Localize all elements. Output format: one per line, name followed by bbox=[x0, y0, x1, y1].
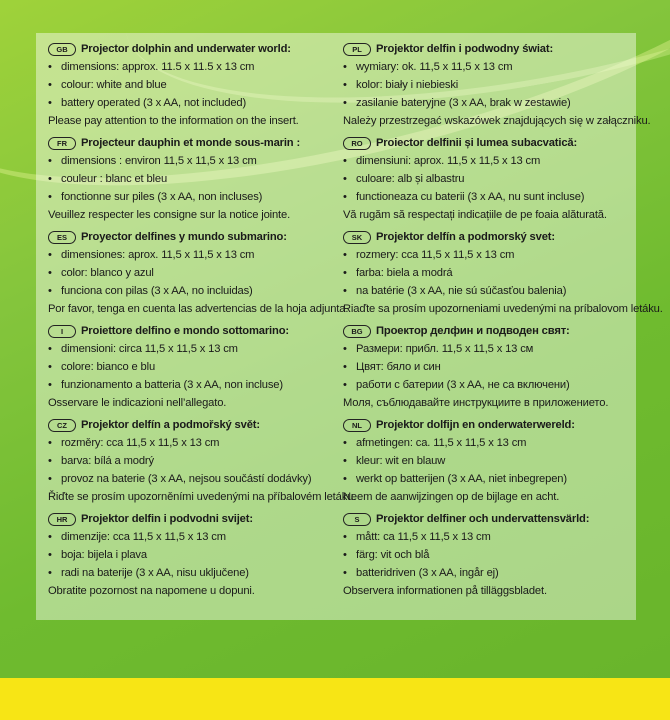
bullet-icon: • bbox=[343, 343, 347, 355]
bullet-text: na batérie (3 x AA, nie sú súčasťou balenia) bbox=[356, 285, 567, 297]
bullet-item bbox=[48, 76, 338, 94]
country-code-badge: PL bbox=[343, 43, 371, 56]
language-section-gb bbox=[48, 40, 338, 130]
section-title: Projektor delfín a podmorský svet: bbox=[376, 231, 555, 243]
language-section-fr bbox=[48, 134, 338, 224]
bullet-item bbox=[343, 58, 633, 76]
section-note: Riaďte sa prosím upozorneniami uvedenými na príbalovom letáku. bbox=[343, 303, 663, 315]
section-heading bbox=[48, 510, 338, 528]
bullet-text: dimensions : environ 11,5 x 11,5 x 13 cm bbox=[61, 155, 257, 167]
bullet-text: работи с батерии (3 x AA, не са включени) bbox=[356, 379, 570, 391]
language-section-s bbox=[343, 510, 633, 600]
section-title: Projektor delfín a podmořský svět: bbox=[81, 419, 260, 431]
bullet-item bbox=[343, 358, 633, 376]
bullet-icon: • bbox=[48, 549, 52, 561]
section-note: Vă rugăm să respectați indicațiile de pe foaia alăturată. bbox=[343, 209, 607, 221]
section-note: Należy przestrzegać wskazówek znajdujących się w załączniku. bbox=[343, 115, 651, 127]
bullet-text: fonctionne sur piles (3 x AA, non incluses) bbox=[61, 191, 263, 203]
bullet-item bbox=[48, 434, 338, 452]
bullet-item bbox=[48, 376, 338, 394]
language-section-bg bbox=[343, 322, 633, 412]
bullet-item bbox=[48, 246, 338, 264]
section-note: Please pay attention to the information on the insert. bbox=[48, 115, 299, 127]
section-title: Projektor dolfijn en onderwaterwereld: bbox=[376, 419, 575, 431]
language-section-ro bbox=[343, 134, 633, 224]
section-title: Projektor delfiner och undervattensvärld: bbox=[376, 513, 590, 525]
bullet-text: färg: vit och blå bbox=[356, 549, 430, 561]
bullet-icon: • bbox=[48, 567, 52, 579]
country-code-badge: HR bbox=[48, 513, 76, 526]
bullet-text: dimenzije: cca 11,5 x 11,5 x 13 cm bbox=[61, 531, 226, 543]
country-code-badge: FR bbox=[48, 137, 76, 150]
section-heading bbox=[343, 510, 633, 528]
bullet-text: kleur: wit en blauw bbox=[356, 455, 446, 467]
bullet-item bbox=[343, 282, 633, 300]
country-code-badge: S bbox=[343, 513, 371, 526]
section-note: Osservare le indicazioni nell’allegato. bbox=[48, 397, 227, 409]
country-code-badge: RO bbox=[343, 137, 371, 150]
section-note: Neem de aanwijzingen op de bijlage en acht. bbox=[343, 491, 560, 503]
bullet-item bbox=[48, 470, 338, 488]
country-code-badge: SK bbox=[343, 231, 371, 244]
bullet-icon: • bbox=[48, 155, 52, 167]
section-heading bbox=[343, 228, 633, 246]
bullet-text: funzionamento a batteria (3 x AA, non incluse) bbox=[61, 379, 283, 391]
section-title: Proyector delfines y mundo submarino: bbox=[81, 231, 287, 243]
bullet-item bbox=[343, 452, 633, 470]
bullet-item bbox=[343, 546, 633, 564]
bullet-icon: • bbox=[48, 191, 52, 203]
bullet-text: boja: bijela i plava bbox=[61, 549, 147, 561]
country-code-badge: I bbox=[48, 325, 76, 338]
bullet-item bbox=[48, 452, 338, 470]
bullet-text: barva: bílá a modrý bbox=[61, 455, 154, 467]
country-code-badge: BG bbox=[343, 325, 371, 338]
bullet-icon: • bbox=[343, 61, 347, 73]
bullet-icon: • bbox=[343, 455, 347, 467]
bullet-item bbox=[343, 246, 633, 264]
bullet-icon: • bbox=[48, 173, 52, 185]
bullet-icon: • bbox=[48, 79, 52, 91]
bullet-icon: • bbox=[343, 473, 347, 485]
bullet-item bbox=[48, 528, 338, 546]
right-column bbox=[343, 40, 663, 604]
bullet-item bbox=[48, 340, 338, 358]
bullet-icon: • bbox=[343, 437, 347, 449]
bullet-item bbox=[343, 76, 633, 94]
bullet-text: Цвят: бяло и син bbox=[356, 361, 441, 373]
country-code-badge: CZ bbox=[48, 419, 76, 432]
bullet-text: mått: ca 11,5 x 11,5 x 13 cm bbox=[356, 531, 491, 543]
section-heading bbox=[48, 322, 338, 340]
section-title: Projektor delfin i podwodny świat: bbox=[376, 43, 554, 55]
bottom-bar bbox=[0, 678, 670, 720]
bullet-item bbox=[48, 188, 338, 206]
bullet-text: radi na baterije (3 x AA, nisu uključene) bbox=[61, 567, 249, 579]
bullet-text: rozměry: cca 11,5 x 11,5 x 13 cm bbox=[61, 437, 220, 449]
bullet-item bbox=[48, 358, 338, 376]
bullet-text: funciona con pilas (3 x AA, no incluidas) bbox=[61, 285, 253, 297]
bullet-icon: • bbox=[48, 379, 52, 391]
bullet-item bbox=[48, 94, 338, 112]
bullet-text: wymiary: ok. 11,5 x 11,5 x 13 cm bbox=[356, 61, 513, 73]
bullet-text: colore: bianco e blu bbox=[61, 361, 156, 373]
bullet-icon: • bbox=[48, 343, 52, 355]
bullet-icon: • bbox=[48, 531, 52, 543]
bullet-icon: • bbox=[343, 79, 347, 91]
bullet-icon: • bbox=[48, 473, 52, 485]
bullet-item bbox=[343, 340, 633, 358]
bullet-text: provoz na baterie (3 x AA, nejsou součástí dodávky) bbox=[61, 473, 312, 485]
bullet-icon: • bbox=[48, 97, 52, 109]
section-title: Projector dolphin and underwater world: bbox=[81, 43, 291, 55]
bullet-text: battery operated (3 x AA, not included) bbox=[61, 97, 247, 109]
language-section-nl bbox=[343, 416, 633, 506]
section-heading bbox=[343, 416, 633, 434]
bullet-item bbox=[48, 564, 338, 582]
bullet-item bbox=[343, 152, 633, 170]
language-section-pl bbox=[343, 40, 651, 130]
bullet-item bbox=[343, 264, 633, 282]
bullet-text: farba: biela a modrá bbox=[356, 267, 453, 279]
section-heading bbox=[343, 40, 633, 58]
bullet-item bbox=[343, 376, 633, 394]
bullet-icon: • bbox=[343, 191, 347, 203]
bullet-text: dimensiones: aprox. 11,5 x 11,5 x 13 cm bbox=[61, 249, 255, 261]
bullet-icon: • bbox=[343, 267, 347, 279]
bullet-icon: • bbox=[48, 361, 52, 373]
bullet-text: dimensions: approx. 11.5 x 11.5 x 13 cm bbox=[61, 61, 255, 73]
bullet-text: Размери: прибл. 11,5 x 11,5 x 13 см bbox=[356, 343, 534, 355]
section-title: Projektor delfin i podvodni svijet: bbox=[81, 513, 253, 525]
bullet-item bbox=[48, 546, 338, 564]
bullet-item bbox=[343, 170, 633, 188]
country-code-badge: ES bbox=[48, 231, 76, 244]
bullet-text: werkt op batterijen (3 x AA, niet inbegrepen) bbox=[356, 473, 567, 485]
section-note: Por favor, tenga en cuenta las advertencias de la hoja adjunta. bbox=[48, 303, 349, 315]
bullet-item bbox=[48, 264, 338, 282]
bullet-icon: • bbox=[48, 285, 52, 297]
country-code-badge: GB bbox=[48, 43, 76, 56]
bullet-text: color: blanco y azul bbox=[61, 267, 154, 279]
section-note: Obratite pozornost na napomene u dopuni. bbox=[48, 585, 255, 597]
bullet-icon: • bbox=[343, 361, 347, 373]
bullet-icon: • bbox=[343, 549, 347, 561]
section-heading bbox=[343, 322, 633, 340]
section-title: Proiettore delfino e mondo sottomarino: bbox=[81, 325, 289, 337]
bullet-text: couleur : blanc et bleu bbox=[61, 173, 168, 185]
bullet-text: functioneaza cu baterii (3 x AA, nu sunt incluse) bbox=[356, 191, 585, 203]
bullet-icon: • bbox=[48, 455, 52, 467]
bullet-item bbox=[343, 528, 633, 546]
section-note: Veuillez respecter les consigne sur la notice jointe. bbox=[48, 209, 291, 221]
section-heading bbox=[48, 40, 338, 58]
bullet-text: zasilanie bateryjne (3 x AA, brak w zestawie) bbox=[356, 97, 571, 109]
section-title: Projecteur dauphin et monde sous-marin : bbox=[81, 137, 301, 149]
bullet-icon: • bbox=[48, 267, 52, 279]
country-code-badge: NL bbox=[343, 419, 371, 432]
section-heading bbox=[343, 134, 633, 152]
bullet-icon: • bbox=[48, 61, 52, 73]
bullet-icon: • bbox=[343, 285, 347, 297]
bullet-item bbox=[48, 152, 338, 170]
section-heading bbox=[48, 416, 338, 434]
section-note: Observera informationen på tilläggsbladet. bbox=[343, 585, 547, 597]
bullet-text: afmetingen: ca. 11,5 x 11,5 x 13 cm bbox=[356, 437, 527, 449]
bullet-icon: • bbox=[48, 249, 52, 261]
section-title: Proiector delfinii și lumea subacvatică: bbox=[376, 137, 578, 149]
bullet-text: colour: white and blue bbox=[61, 79, 167, 91]
bullet-text: kolor: biały i niebieski bbox=[356, 79, 459, 91]
bullet-item bbox=[343, 564, 633, 582]
bullet-item bbox=[343, 188, 633, 206]
language-section-es bbox=[48, 228, 349, 318]
bullet-text: batteridriven (3 x AA, ingår ej) bbox=[356, 567, 499, 579]
bullet-item bbox=[343, 94, 633, 112]
bullet-text: rozmery: cca 11,5 x 11,5 x 13 cm bbox=[356, 249, 515, 261]
bullet-icon: • bbox=[48, 437, 52, 449]
bullet-item bbox=[48, 282, 338, 300]
language-section-hr bbox=[48, 510, 338, 600]
section-title: Проектор делфин и подводен свят: bbox=[376, 325, 570, 337]
bullet-text: dimensioni: circa 11,5 x 11,5 x 13 cm bbox=[61, 343, 238, 355]
section-note: Моля, съблюдавайте инструкциите в приложението. bbox=[343, 397, 609, 409]
bullet-icon: • bbox=[343, 173, 347, 185]
bullet-icon: • bbox=[343, 379, 347, 391]
section-heading bbox=[48, 134, 338, 152]
info-panel bbox=[36, 33, 663, 620]
bullet-text: dimensiuni: aprox. 11,5 x 11,5 x 13 cm bbox=[356, 155, 541, 167]
bullet-icon: • bbox=[343, 249, 347, 261]
language-section-sk bbox=[343, 228, 663, 318]
bullet-item bbox=[48, 170, 338, 188]
bullet-item bbox=[343, 434, 633, 452]
bullet-icon: • bbox=[343, 567, 347, 579]
bullet-item bbox=[48, 58, 338, 76]
bullet-icon: • bbox=[343, 155, 347, 167]
language-section-i bbox=[48, 322, 338, 412]
section-heading bbox=[48, 228, 338, 246]
bullet-icon: • bbox=[343, 97, 347, 109]
bullet-text: culoare: alb și albastru bbox=[356, 173, 465, 185]
bullet-item bbox=[343, 470, 633, 488]
section-note: Řiďte se prosím upozorněními uvedenými na příbalovém letáku. bbox=[48, 491, 357, 503]
bullet-icon: • bbox=[343, 531, 347, 543]
